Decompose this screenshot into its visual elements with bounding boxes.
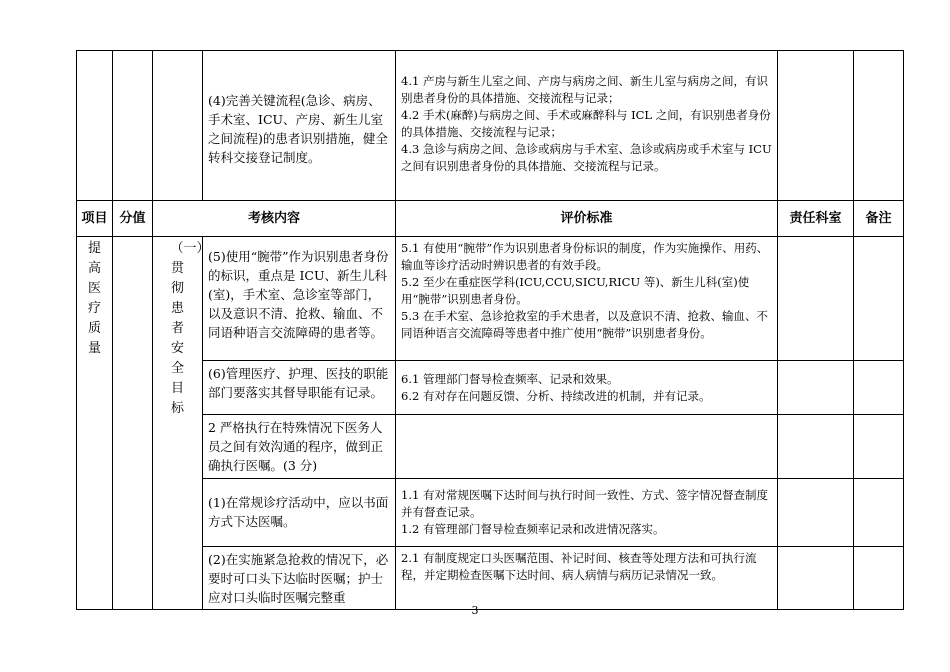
dept-cell — [778, 479, 854, 547]
section-label: （一）贯彻患者安全目标 — [170, 241, 210, 416]
standard-text: 2.1 有制度规定口头医嘱范围、补记时间、核查等处理方法和可执行流程，并定期检查医嘱下达时间、病人病情与病历记录情况一致。 — [401, 551, 757, 582]
header-remark: 备注 — [854, 201, 904, 237]
remark-cell — [854, 415, 904, 479]
standard-text: 4.2 手术(麻醉)与病房之间、手术或麻醉科与 ICL 之间，有识别患者身份的具体措施、交接流程与记录； — [401, 108, 771, 139]
evaluation-table — [76, 50, 904, 610]
header-dept: 责任科室 — [778, 201, 854, 237]
standard-cell — [396, 547, 778, 610]
content-cell — [203, 361, 396, 415]
standard-text: 5.2 至少在重症医学科(ICU,CCU,SICU,RICU 等)、新生儿科(室)使用“腕带”识别患者身份。 — [401, 275, 750, 306]
standard-text: 1.2 有管理部门督导检查频率记录和改进情况落实。 — [401, 522, 665, 536]
standard-cell — [396, 415, 778, 479]
content-cell — [203, 237, 396, 361]
header-score: 分值 — [113, 201, 153, 237]
score-cell — [113, 51, 153, 201]
standard-text: 5.3 在手术室、急诊抢救室的手术患者，以及意识不清、抢救、输血、不同语种语言交流障碍等患者中推广使用“腕带”识别患者身份。 — [401, 309, 768, 340]
dept-cell — [778, 237, 854, 361]
header-content: 考核内容 — [153, 201, 396, 237]
standard-text: 5.1 有使用“腕带”作为识别患者身份标识的制度，作为实施操作、用药、输血等诊疗活动时辨识患者的有效手段。 — [401, 241, 769, 272]
standard-text: 4.3 急诊与病房之间、急诊或病房与手术室、急诊或病房或手术室与 ICU 之间有识别患者身份的具体措施、交接流程与记录。 — [401, 142, 772, 173]
table-row — [77, 51, 904, 201]
remark-cell — [854, 51, 904, 201]
project-cell — [77, 237, 113, 610]
table-row — [77, 237, 904, 361]
content-text: (5)使用“腕带”作为识别患者身份的标识，重点是 ICU、新生儿科(室)，手术室、急诊室等部门，以及意识不清、抢救、输血、不同语种语言交流障碍的患者等。 — [208, 249, 389, 340]
content-cell — [203, 479, 396, 547]
dept-cell — [778, 415, 854, 479]
remark-cell — [854, 479, 904, 547]
section-cell — [153, 51, 203, 201]
content-text: (4)完善关键流程(急诊、病房、手术室、ICU、产房、新生儿室之间流程)的患者识别措施，健全转科交接登记制度。 — [208, 93, 388, 165]
remark-cell — [854, 361, 904, 415]
page-number: 3 — [471, 604, 479, 617]
content-text: 2 严格执行在特殊情况下医务人员之间有效沟通的程序，做到正确执行医嘱。(3 分) — [208, 420, 384, 473]
content-cell — [203, 51, 396, 201]
standard-cell — [396, 237, 778, 361]
standard-text: 1.1 有对常规医嘱下达时间与执行时间一致性、方式、签字情况督查制度并有督查记录。 — [401, 488, 768, 519]
header-standard: 评价标准 — [396, 201, 778, 237]
dept-cell — [778, 51, 854, 201]
remark-cell — [854, 547, 904, 610]
table-header — [77, 201, 904, 237]
project-label: 提高医疗质量 — [87, 241, 101, 356]
content-cell — [203, 415, 396, 479]
standard-cell — [396, 479, 778, 547]
content-text: (6)管理医疗、护理、医技的职能部门要落实其督导职能有记录。 — [208, 366, 389, 400]
standard-cell — [396, 51, 778, 201]
dept-cell — [778, 361, 854, 415]
standard-text: 6.1 管理部门督导检查频率、记录和效果。 — [401, 371, 619, 386]
dept-cell — [778, 547, 854, 610]
section-cell — [153, 237, 210, 610]
content-cell — [203, 547, 396, 610]
score-cell — [113, 237, 153, 610]
standard-text: 6.2 有对存在问题反馈、分析、持续改进的机制，并有记录。 — [401, 388, 711, 403]
remark-cell — [854, 237, 904, 361]
header-item: 项目 — [77, 201, 113, 237]
content-text: (1)在常规诊疗活动中，应以书面方式下达医嘱。 — [208, 495, 389, 529]
content-text: (2)在实施紧急抢救的情况下，必要时可口头下达临时医嘱；护士应对口头临时医嘱完整重 — [208, 552, 389, 605]
project-cell — [77, 51, 113, 201]
standard-cell — [396, 361, 778, 415]
standard-text: 4.1 产房与新生儿室之间、产房与病房之间、新生儿室与病房之间，有识别患者身份的具体措施、交接流程与记录； — [401, 74, 768, 105]
